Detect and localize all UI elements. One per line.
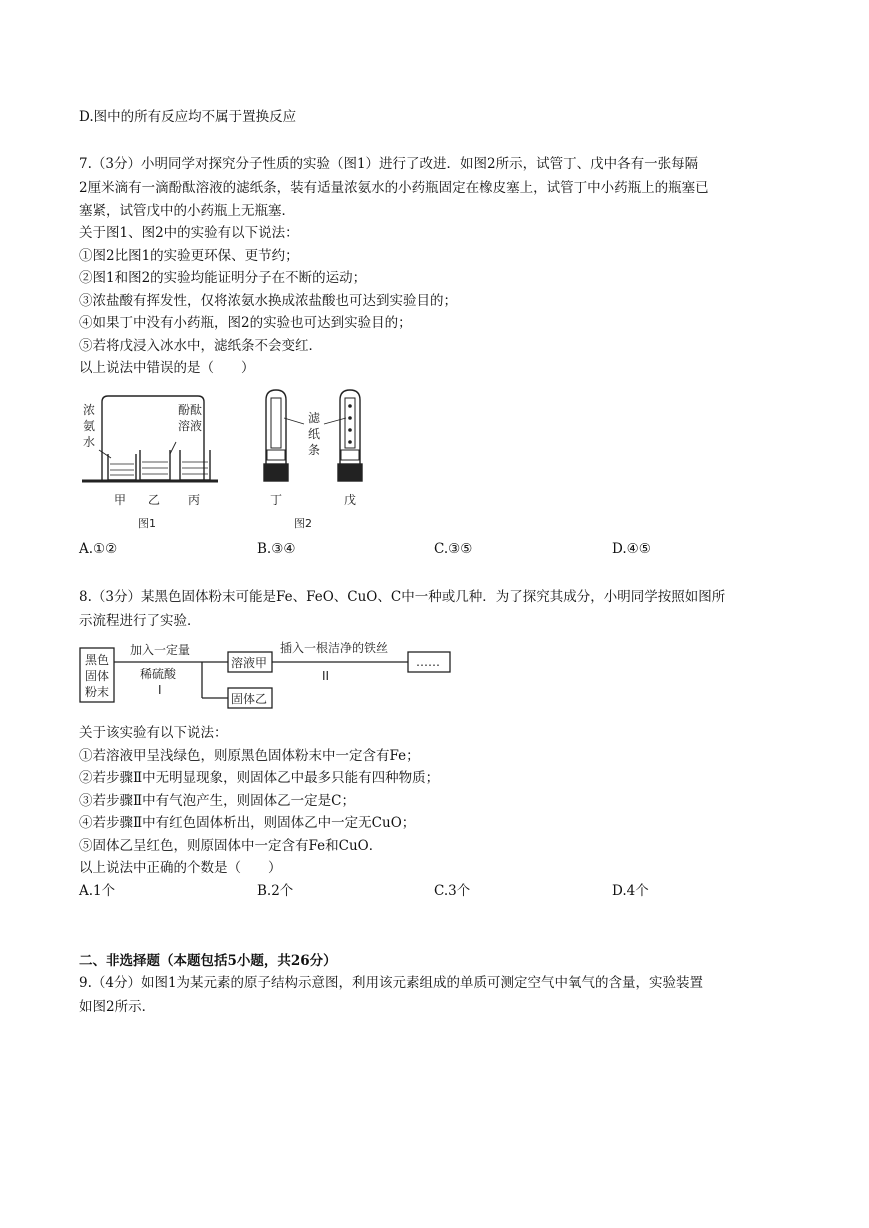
box1-line3: 粉末: [85, 685, 110, 699]
beaker-jia: [108, 454, 136, 480]
label-yi: 乙: [148, 493, 161, 507]
q7-option-c: C.③⑤: [434, 541, 473, 557]
label-phenol-1: 酚酞: [178, 403, 203, 417]
beaker-yi: [140, 450, 170, 480]
q9-stem-line1: 9.（4分）如图1为某元素的原子结构示意图，利用该元素组成的单质可测定空气中氧气的含量，实验装置: [79, 975, 704, 991]
q9-stem-line2: 如图2所示．: [79, 999, 156, 1015]
q8-option-a: A.1个: [79, 883, 116, 899]
q7-figure: [78, 384, 378, 534]
tube-ding: [264, 390, 288, 481]
label-jia: 甲: [114, 493, 127, 507]
q8-flowchart: [78, 636, 458, 718]
q8-option-d: D.4个: [612, 883, 649, 899]
q8-stem-line2: 示流程进行了实验．: [79, 613, 201, 629]
step1-num: I: [158, 683, 162, 697]
q7-statement-1: ①图2比图1的实验更环保、更节约；: [79, 248, 299, 264]
q7-statement-3: ③浓盐酸有挥发性，仅将浓氨水换成浓盐酸也可达到实验目的；: [79, 293, 457, 309]
box-b-label: 固体乙: [231, 692, 268, 706]
q8-option-c: C.3个: [434, 883, 471, 899]
q7-statements-intro: 关于图1、图2中的实验有以下说法：: [79, 225, 299, 241]
q7-statement-2: ②图1和图2的实验均能证明分子在不断的运动；: [79, 270, 367, 286]
q7-option-a: A.①②: [79, 541, 118, 557]
q8-statement-1: ①若溶液甲呈浅绿色，则原黑色固体粉末中一定含有Fe；: [79, 748, 420, 764]
q8-statements-intro: 关于该实验有以下说法：: [79, 725, 228, 741]
label-ammonia-2: 氨: [83, 419, 96, 433]
q7-stem-line1: 7.（3分）小明同学对探究分子性质的实验（图1）进行了改进．如图2所示，试管丁、戊中各有一张每隔: [79, 156, 699, 172]
q7-statement-4: ④如果丁中没有小药瓶，图2的实验也可达到实验目的；: [79, 315, 412, 331]
q8-statement-4: ④若步骤Ⅱ中有红色固体析出，则固体乙中一定无CuO；: [79, 815, 416, 831]
q8-question: 以上说法中正确的个数是（ ）: [79, 860, 282, 876]
q7-stem-line3: 塞紧，试管戊中的小药瓶上无瓶塞．: [79, 203, 295, 219]
q8-stem-line1: 8.（3分）某黑色固体粉末可能是Fe、FeO、CuO、C中一种或几种．为了探究其成分，小明同学按照如图所: [79, 589, 726, 605]
step2-top: 插入一根洁净的铁丝: [280, 641, 389, 655]
section2-heading: 二、非选择题（本题包括5小题，共26分）: [79, 953, 337, 969]
box-a-label: 溶液甲: [231, 656, 268, 670]
label-ding: 丁: [270, 493, 283, 507]
step1-top: 加入一定量: [130, 643, 191, 657]
box1-line2: 固体: [85, 669, 110, 683]
label-paper-1: 滤: [308, 411, 321, 425]
wu-dots: [348, 404, 352, 444]
box1-line1: 黑色: [85, 653, 110, 667]
beaker-bing: [180, 450, 210, 480]
q7-option-b: B.③④: [257, 541, 296, 557]
q6-option-d: D.图中的所有反应均不属于置换反应: [79, 109, 297, 125]
q8-statement-5: ⑤固体乙呈红色，则原固体中一定含有Fe和CuO．: [79, 838, 383, 854]
tube-wu: [338, 390, 362, 481]
label-paper-3: 条: [308, 443, 321, 457]
label-phenol-2: 溶液: [178, 419, 203, 433]
fig1-caption: 图1: [138, 517, 156, 530]
step2-num: II: [322, 669, 330, 683]
step1-mid: 稀硫酸: [140, 667, 177, 681]
q8-statement-2: ②若步骤Ⅱ中无明显现象，则固体乙中最多只能有四种物质；: [79, 770, 440, 786]
label-ammonia-3: 水: [83, 435, 96, 449]
label-ammonia-1: 浓: [83, 403, 96, 417]
q8-statement-3: ③若步骤Ⅱ中有气泡产生，则固体乙一定是C；: [79, 793, 356, 809]
q8-option-b: B.2个: [257, 883, 294, 899]
q7-option-d: D.④⑤: [612, 541, 651, 557]
label-wu: 戊: [344, 493, 357, 507]
q7-stem-line2: 2厘米滴有一滴酚酞溶液的滤纸条，装有适量浓氨水的小药瓶固定在橡皮塞上，试管丁中小药瓶上的瓶塞已: [79, 180, 709, 196]
q7-question: 以上说法中错误的是（ ）: [79, 360, 255, 376]
box-end-label: ……: [416, 655, 440, 669]
fig2-caption: 图2: [294, 517, 312, 530]
label-paper-2: 纸: [308, 427, 321, 441]
label-bing: 丙: [188, 493, 201, 507]
q7-statement-5: ⑤若将戊浸入冰水中，滤纸条不会变红．: [79, 338, 322, 354]
